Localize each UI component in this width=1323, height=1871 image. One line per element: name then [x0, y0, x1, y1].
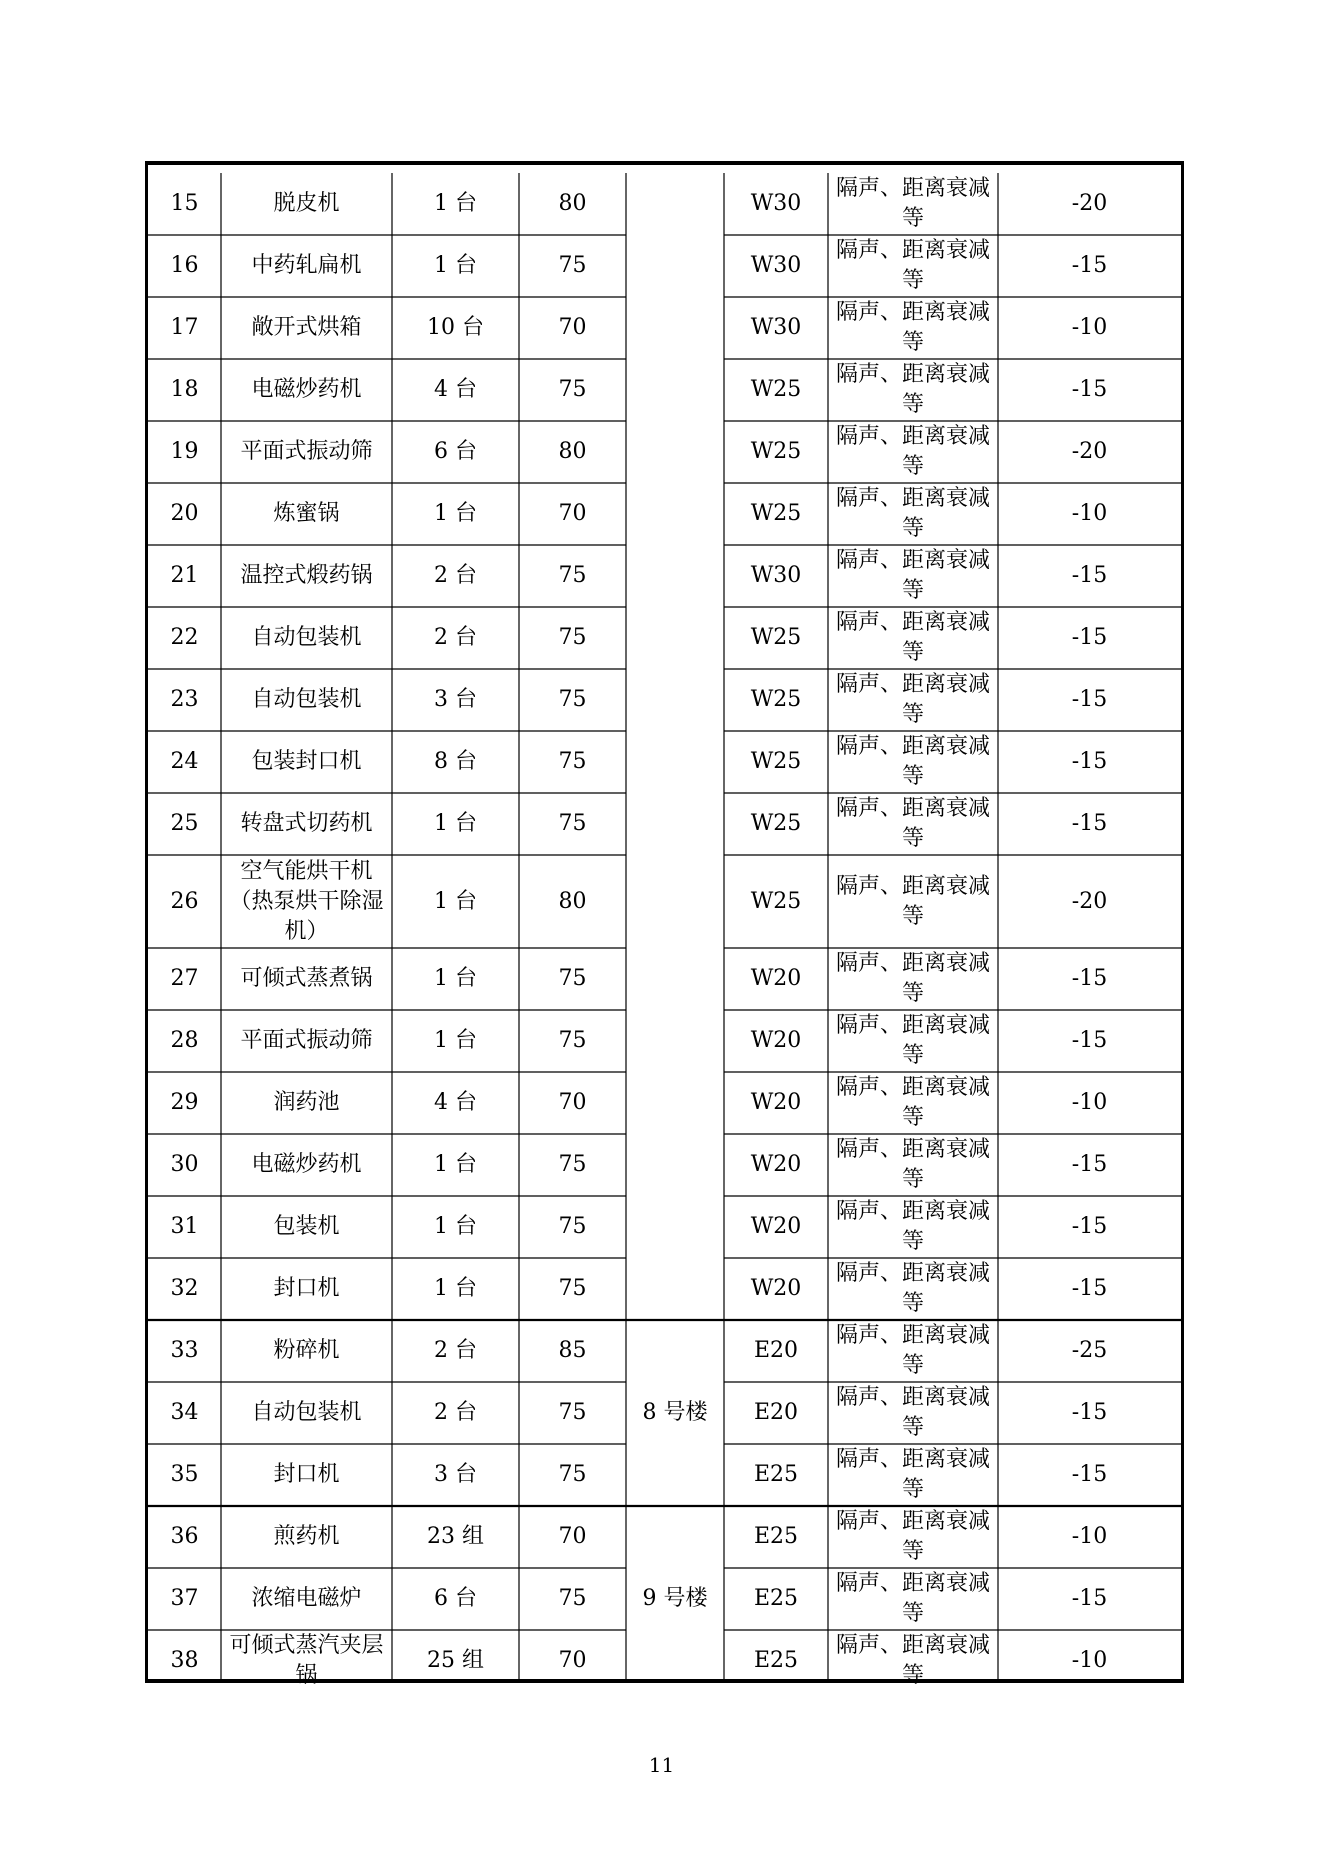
row-number-cell: 28 — [170, 1028, 199, 1053]
equipment-name-cell: 可倾式蒸汽夹层锅 — [229, 1633, 384, 1688]
direction-distance-cell: W30 — [750, 253, 802, 278]
noise-reduction-cell: -25 — [1071, 1338, 1108, 1363]
row-number-cell: 33 — [170, 1338, 199, 1363]
quantity-cell: 10 台 — [427, 315, 484, 340]
row-number-cell: 30 — [170, 1152, 199, 1177]
row-number-cell: 19 — [170, 439, 199, 464]
noise-level-cell: 85 — [558, 1338, 587, 1363]
row-number-cell: 35 — [170, 1462, 199, 1487]
noise-reduction-cell: -10 — [1071, 1524, 1108, 1549]
mitigation-measure-cell: 隔声、距离衰减等 — [835, 1323, 990, 1378]
row-number-cell: 17 — [170, 315, 199, 340]
mitigation-measure-cell: 隔声、距离衰减等 — [835, 1261, 990, 1316]
equipment-name-cell: 浓缩电磁炉 — [251, 1586, 362, 1611]
mitigation-measure-cell: 隔声、距离衰减等 — [835, 951, 990, 1006]
noise-level-cell: 70 — [558, 1524, 587, 1549]
equipment-name-cell: 粉碎机 — [273, 1338, 340, 1363]
direction-distance-cell: E25 — [753, 1648, 799, 1673]
mitigation-measure-cell: 隔声、距离衰减等 — [835, 873, 990, 929]
row-number-cell: 24 — [170, 749, 199, 774]
mitigation-measure-cell: 隔声、距离衰减等 — [835, 1571, 990, 1626]
noise-level-cell: 75 — [558, 1462, 587, 1487]
quantity-cell: 4 台 — [434, 1090, 477, 1115]
noise-reduction-cell: -15 — [1071, 749, 1108, 774]
equipment-name-cell: 脱皮机 — [273, 191, 340, 216]
equipment-name-cell: 温控式煅药锅 — [240, 563, 373, 588]
row-number-cell: 29 — [170, 1090, 199, 1115]
noise-reduction-cell: -15 — [1071, 1586, 1108, 1611]
noise-reduction-cell: -10 — [1071, 501, 1108, 526]
noise-reduction-cell: -15 — [1071, 1276, 1108, 1301]
equipment-name-cell: 包装机 — [273, 1214, 340, 1239]
row-number-cell: 31 — [170, 1214, 199, 1239]
row-number-cell: 36 — [170, 1524, 199, 1549]
row-number-cell: 15 — [170, 191, 199, 216]
row-number-cell: 23 — [170, 687, 199, 712]
quantity-cell: 1 台 — [434, 1028, 477, 1053]
noise-reduction-cell: -15 — [1071, 1152, 1108, 1177]
noise-reduction-cell: -15 — [1071, 253, 1108, 278]
row-number-cell: 26 — [170, 888, 199, 914]
direction-distance-cell: E25 — [753, 1524, 799, 1549]
quantity-cell: 1 台 — [434, 888, 477, 914]
equipment-name-cell: 电磁炒药机 — [251, 377, 362, 402]
direction-distance-cell: W20 — [750, 1028, 802, 1053]
quantity-cell: 1 台 — [434, 501, 477, 526]
mitigation-measure-cell: 隔声、距离衰减等 — [835, 1075, 990, 1130]
quantity-cell: 25 组 — [427, 1648, 484, 1673]
noise-reduction-cell: -20 — [1071, 191, 1108, 216]
noise-level-cell: 75 — [558, 966, 587, 991]
direction-distance-cell: E25 — [753, 1586, 799, 1611]
direction-distance-cell: W20 — [750, 1214, 802, 1239]
noise-level-cell: 75 — [558, 687, 587, 712]
mitigation-measure-cell: 隔声、距离衰减等 — [835, 1199, 990, 1254]
direction-distance-cell: W25 — [750, 439, 802, 464]
row-number-cell: 37 — [170, 1586, 199, 1611]
row-number-cell: 20 — [170, 501, 199, 526]
mitigation-measure-cell: 隔声、距离衰减等 — [835, 672, 990, 727]
noise-level-cell: 80 — [558, 191, 587, 216]
location-merged-cell — [626, 173, 724, 1320]
noise-level-cell: 70 — [558, 1648, 587, 1673]
equipment-name-cell: 敞开式烘箱 — [251, 315, 362, 340]
mitigation-measure-cell: 隔声、距离衰减等 — [835, 1447, 990, 1502]
quantity-cell: 1 台 — [434, 191, 477, 216]
equipment-name-cell: 封口机 — [273, 1276, 340, 1301]
equipment-name-cell: 中药轧扁机 — [251, 253, 362, 278]
mitigation-measure-cell: 隔声、距离衰减等 — [835, 548, 990, 603]
equipment-name-cell: 自动包装机 — [251, 1400, 362, 1425]
direction-distance-cell: W20 — [750, 966, 802, 991]
noise-level-cell: 75 — [558, 625, 587, 650]
location-merged-cell: 9 号楼 — [642, 1586, 708, 1611]
noise-reduction-cell: -15 — [1071, 377, 1108, 402]
equipment-name-cell: 平面式振动筛 — [240, 1028, 373, 1053]
noise-level-cell: 70 — [558, 501, 587, 526]
equipment-noise-table — [145, 161, 1184, 1688]
equipment-name-cell: 封口机 — [273, 1462, 340, 1487]
noise-level-cell: 75 — [558, 1152, 587, 1177]
noise-level-cell: 75 — [558, 1400, 587, 1425]
noise-level-cell: 75 — [558, 811, 587, 836]
equipment-name-cell: 电磁炒药机 — [251, 1152, 362, 1177]
quantity-cell: 8 台 — [434, 749, 477, 774]
direction-distance-cell: W25 — [750, 625, 802, 650]
mitigation-measure-cell: 隔声、距离衰减等 — [835, 176, 990, 231]
quantity-cell: 3 台 — [434, 687, 477, 712]
quantity-cell: 1 台 — [434, 811, 477, 836]
quantity-cell: 1 台 — [434, 253, 477, 278]
direction-distance-cell: E20 — [753, 1400, 799, 1425]
equipment-name-cell: 炼蜜锅 — [273, 501, 340, 526]
row-number-cell: 38 — [170, 1648, 199, 1673]
mitigation-measure-cell: 隔声、距离衰减等 — [835, 1013, 990, 1068]
noise-level-cell: 70 — [558, 1090, 587, 1115]
equipment-name-cell: 空气能烘干机（热泵烘干除湿机） — [229, 858, 384, 944]
noise-reduction-cell: -15 — [1071, 966, 1108, 991]
noise-level-cell: 75 — [558, 1586, 587, 1611]
equipment-name-cell: 可倾式蒸煮锅 — [240, 966, 373, 991]
row-number-cell: 21 — [170, 563, 199, 588]
direction-distance-cell: E20 — [753, 1338, 799, 1363]
noise-reduction-cell: -10 — [1071, 1648, 1108, 1673]
mitigation-measure-cell: 隔声、距离衰减等 — [835, 238, 990, 293]
quantity-cell: 2 台 — [434, 1338, 477, 1363]
row-number-cell: 34 — [170, 1400, 199, 1425]
location-merged-cell: 8 号楼 — [642, 1400, 708, 1425]
direction-distance-cell: W25 — [750, 687, 802, 712]
equipment-name-cell: 煎药机 — [273, 1524, 340, 1549]
row-number-cell: 27 — [170, 966, 199, 991]
row-number-cell: 18 — [170, 377, 199, 402]
row-number-cell: 16 — [170, 253, 199, 278]
direction-distance-cell: W20 — [750, 1152, 802, 1177]
mitigation-measure-cell: 隔声、距离衰减等 — [835, 734, 990, 789]
row-number-cell: 25 — [170, 811, 199, 836]
noise-level-cell: 75 — [558, 749, 587, 774]
noise-level-cell: 75 — [558, 1276, 587, 1301]
noise-level-cell: 80 — [558, 888, 587, 914]
quantity-cell: 1 台 — [434, 966, 477, 991]
equipment-name-cell: 包装封口机 — [251, 749, 362, 774]
mitigation-measure-cell: 隔声、距离衰减等 — [835, 424, 990, 479]
noise-level-cell: 80 — [558, 439, 587, 464]
equipment-name-cell: 转盘式切药机 — [240, 811, 373, 836]
noise-reduction-cell: -10 — [1071, 315, 1108, 340]
mitigation-measure-cell: 隔声、距离衰减等 — [835, 1509, 990, 1564]
mitigation-measure-cell: 隔声、距离衰减等 — [835, 362, 990, 417]
noise-reduction-cell: -15 — [1071, 563, 1108, 588]
direction-distance-cell: W25 — [750, 811, 802, 836]
equipment-name-cell: 自动包装机 — [251, 625, 362, 650]
direction-distance-cell: E25 — [753, 1462, 799, 1487]
noise-level-cell: 75 — [558, 377, 587, 402]
direction-distance-cell: W25 — [750, 749, 802, 774]
quantity-cell: 1 台 — [434, 1152, 477, 1177]
direction-distance-cell: W30 — [750, 315, 802, 340]
quantity-cell: 2 台 — [434, 625, 477, 650]
noise-reduction-cell: -10 — [1071, 1090, 1108, 1115]
direction-distance-cell: W30 — [750, 563, 802, 588]
mitigation-measure-cell: 隔声、距离衰减等 — [835, 486, 990, 541]
direction-distance-cell: W25 — [750, 377, 802, 402]
direction-distance-cell: W20 — [750, 1090, 802, 1115]
noise-reduction-cell: -20 — [1071, 439, 1108, 464]
direction-distance-cell: W30 — [750, 191, 802, 216]
mitigation-measure-cell: 隔声、距离衰减等 — [835, 610, 990, 665]
noise-reduction-cell: -15 — [1071, 687, 1108, 712]
quantity-cell: 1 台 — [434, 1214, 477, 1239]
noise-reduction-cell: -15 — [1071, 1214, 1108, 1239]
noise-reduction-cell: -15 — [1071, 1028, 1108, 1053]
direction-distance-cell: W20 — [750, 1276, 802, 1301]
direction-distance-cell: W25 — [750, 888, 802, 914]
noise-level-cell: 75 — [558, 563, 587, 588]
quantity-cell: 6 台 — [434, 1586, 477, 1611]
quantity-cell: 4 台 — [434, 377, 477, 402]
noise-level-cell: 75 — [558, 1214, 587, 1239]
mitigation-measure-cell: 隔声、距离衰减等 — [835, 1633, 990, 1688]
row-number-cell: 32 — [170, 1276, 199, 1301]
page-number: 11 — [648, 1753, 675, 1777]
noise-reduction-cell: -15 — [1071, 625, 1108, 650]
row-number-cell: 22 — [170, 625, 199, 650]
noise-reduction-cell: -20 — [1071, 888, 1108, 914]
noise-reduction-cell: -15 — [1071, 811, 1108, 836]
quantity-cell: 1 台 — [434, 1276, 477, 1301]
quantity-cell: 2 台 — [434, 563, 477, 588]
equipment-name-cell: 平面式振动筛 — [240, 439, 373, 464]
mitigation-measure-cell: 隔声、距离衰减等 — [835, 796, 990, 851]
noise-level-cell: 70 — [558, 315, 587, 340]
direction-distance-cell: W25 — [750, 501, 802, 526]
mitigation-measure-cell: 隔声、距离衰减等 — [835, 1385, 990, 1440]
noise-level-cell: 75 — [558, 253, 587, 278]
noise-reduction-cell: -15 — [1071, 1462, 1108, 1487]
mitigation-measure-cell: 隔声、距离衰减等 — [835, 1137, 990, 1192]
equipment-name-cell: 自动包装机 — [251, 687, 362, 712]
quantity-cell: 23 组 — [427, 1524, 484, 1549]
noise-level-cell: 75 — [558, 1028, 587, 1053]
equipment-name-cell: 润药池 — [273, 1090, 340, 1115]
quantity-cell: 2 台 — [434, 1400, 477, 1425]
noise-reduction-cell: -15 — [1071, 1400, 1108, 1425]
quantity-cell: 3 台 — [434, 1462, 477, 1487]
quantity-cell: 6 台 — [434, 439, 477, 464]
mitigation-measure-cell: 隔声、距离衰减等 — [835, 300, 990, 355]
